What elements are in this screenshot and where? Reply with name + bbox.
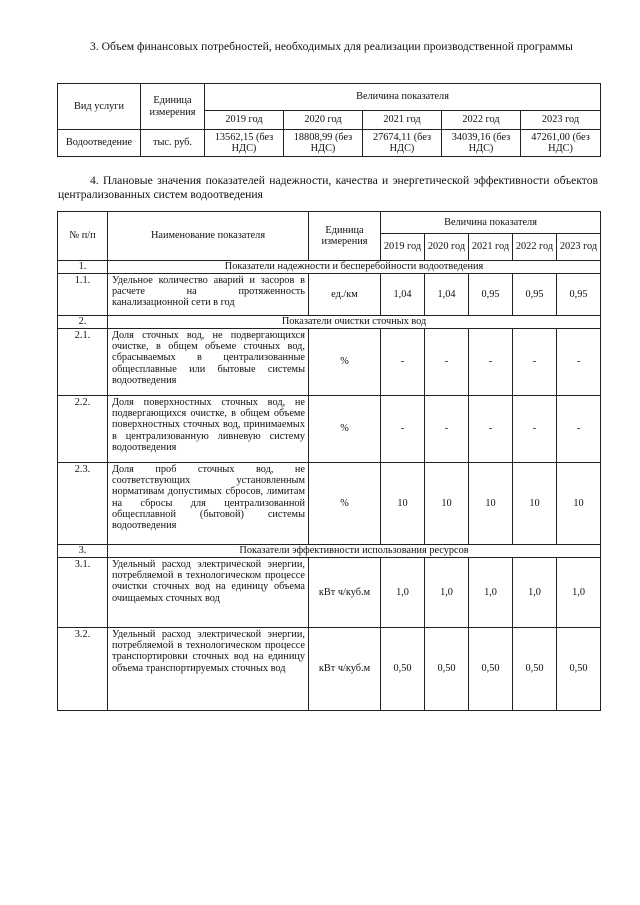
value-cell: - bbox=[381, 396, 425, 463]
value-cell: - bbox=[425, 396, 469, 463]
table-row bbox=[58, 628, 601, 711]
unit-cell: кВт ч/куб.м bbox=[309, 558, 381, 628]
col-service-header: Вид услуги bbox=[58, 84, 141, 130]
indicator-name: Удельный расход электрической энергии, потребляемой в технологическом процессе транспортировки сточных вод на единицу объема транспортируемых сточных вод bbox=[108, 628, 309, 711]
section-title: Показатели надежности и бесперебойности водоотведения bbox=[108, 261, 601, 274]
year-header: 2023 год bbox=[557, 234, 601, 261]
indicator-name: Доля поверхностных сточных вод, не подвергающихся очистке, в общем объеме поверхностных сточных вод, принимаемых в централизованную ливневую систему водоотведения bbox=[108, 396, 309, 463]
value-cell: - bbox=[469, 396, 513, 463]
value-cell: 0,50 bbox=[425, 628, 469, 711]
table-row bbox=[58, 558, 601, 628]
year-header: 2022 год bbox=[442, 111, 521, 130]
row-number: 2.1. bbox=[58, 329, 108, 396]
value-cell: 10 bbox=[513, 463, 557, 545]
value-cell: 1,0 bbox=[425, 558, 469, 628]
value-cell: 10 bbox=[381, 463, 425, 545]
col-value-header: Величина показателя bbox=[381, 212, 601, 234]
value-cell: 10 bbox=[557, 463, 601, 545]
section-number: 1. bbox=[58, 261, 108, 274]
table-row bbox=[58, 130, 601, 157]
year-header: 2021 год bbox=[363, 111, 442, 130]
value-cell: 1,04 bbox=[425, 274, 469, 316]
value-cell: 10 bbox=[469, 463, 513, 545]
value-cell: 18808,99 (без НДС) bbox=[284, 130, 363, 157]
year-header: 2023 год bbox=[521, 111, 601, 130]
value-cell: - bbox=[513, 329, 557, 396]
col-name-header: Наименование показателя bbox=[108, 212, 309, 261]
service-cell: Водоотведение bbox=[58, 130, 141, 157]
unit-cell: % bbox=[309, 329, 381, 396]
col-value-header: Величина показателя bbox=[205, 84, 601, 111]
section-title: Показатели очистки сточных вод bbox=[108, 316, 601, 329]
value-cell: 1,04 bbox=[381, 274, 425, 316]
year-header: 2021 год bbox=[469, 234, 513, 261]
indicator-name: Удельное количество аварий и засоров в расчете на протяженность канализационной сети в год bbox=[108, 274, 309, 316]
section-row bbox=[58, 316, 601, 329]
value-cell: - bbox=[513, 396, 557, 463]
table-header-row bbox=[58, 84, 601, 111]
financial-needs-table bbox=[57, 83, 601, 157]
value-cell: 0,50 bbox=[513, 628, 557, 711]
value-cell: 13562,15 (без НДС) bbox=[205, 130, 284, 157]
section-row bbox=[58, 261, 601, 274]
year-header: 2019 год bbox=[205, 111, 284, 130]
table-row bbox=[58, 274, 601, 316]
section3-heading: 3. Объем финансовых потребностей, необходимых для реализации производственной программы bbox=[90, 40, 573, 53]
value-cell: 0,95 bbox=[513, 274, 557, 316]
value-cell: 0,50 bbox=[469, 628, 513, 711]
value-cell: 27674,11 (без НДС) bbox=[363, 130, 442, 157]
value-cell: - bbox=[557, 396, 601, 463]
section-title: Показатели эффективности использования ресурсов bbox=[108, 545, 601, 558]
table-row bbox=[58, 463, 601, 545]
col-unit-header: Единица измерения bbox=[309, 212, 381, 261]
value-cell: 34039,16 (без НДС) bbox=[442, 130, 521, 157]
table-row bbox=[58, 396, 601, 463]
value-cell: 0,95 bbox=[557, 274, 601, 316]
unit-cell: тыс. руб. bbox=[141, 130, 205, 157]
row-number: 3.1. bbox=[58, 558, 108, 628]
indicator-name: Удельный расход электрической энергии, потребляемой в технологическом процессе очистки сточных вод на единицу объема очищаемых сточных вод bbox=[108, 558, 309, 628]
row-number: 2.2. bbox=[58, 396, 108, 463]
year-header: 2022 год bbox=[513, 234, 557, 261]
table-row bbox=[58, 329, 601, 396]
value-cell: - bbox=[381, 329, 425, 396]
section-number: 2. bbox=[58, 316, 108, 329]
value-cell: 1,0 bbox=[469, 558, 513, 628]
indicator-name: Доля сточных вод, не подвергающихся очистке, в общем объеме сточных вод, сбрасываемых в централизованные общесплавные или бытовые системы водоотведения bbox=[108, 329, 309, 396]
row-number: 1.1. bbox=[58, 274, 108, 316]
year-header: 2020 год bbox=[284, 111, 363, 130]
value-cell: - bbox=[425, 329, 469, 396]
col-unit-header: Единица измерения bbox=[141, 84, 205, 130]
value-cell: 0,50 bbox=[557, 628, 601, 711]
unit-cell: ед./км bbox=[309, 274, 381, 316]
value-cell: 1,0 bbox=[513, 558, 557, 628]
value-cell: 0,95 bbox=[469, 274, 513, 316]
unit-cell: % bbox=[309, 463, 381, 545]
value-cell: 1,0 bbox=[381, 558, 425, 628]
year-header: 2019 год bbox=[381, 234, 425, 261]
value-cell: 0,50 bbox=[381, 628, 425, 711]
value-cell: - bbox=[469, 329, 513, 396]
indicator-name: Доля проб сточных вод, не соответствующих установленным нормативам допустимых сбросов, лимитам на сбросы для централизованной общесплавной (бытовой) системы водоотведения bbox=[108, 463, 309, 545]
value-cell: - bbox=[557, 329, 601, 396]
year-header: 2020 год bbox=[425, 234, 469, 261]
section-row bbox=[58, 545, 601, 558]
table-header-row bbox=[58, 212, 601, 234]
section4-heading: 4. Плановые значения показателей надежности, качества и энергетической эффективности объектов централизованных систем водоотведения bbox=[58, 174, 598, 201]
indicators-table bbox=[57, 211, 601, 711]
value-cell: 1,0 bbox=[557, 558, 601, 628]
value-cell: 10 bbox=[425, 463, 469, 545]
row-number: 2.3. bbox=[58, 463, 108, 545]
col-num-header: № п/п bbox=[58, 212, 108, 261]
section-number: 3. bbox=[58, 545, 108, 558]
unit-cell: % bbox=[309, 396, 381, 463]
unit-cell: кВт ч/куб.м bbox=[309, 628, 381, 711]
value-cell: 47261,00 (без НДС) bbox=[521, 130, 601, 157]
row-number: 3.2. bbox=[58, 628, 108, 711]
